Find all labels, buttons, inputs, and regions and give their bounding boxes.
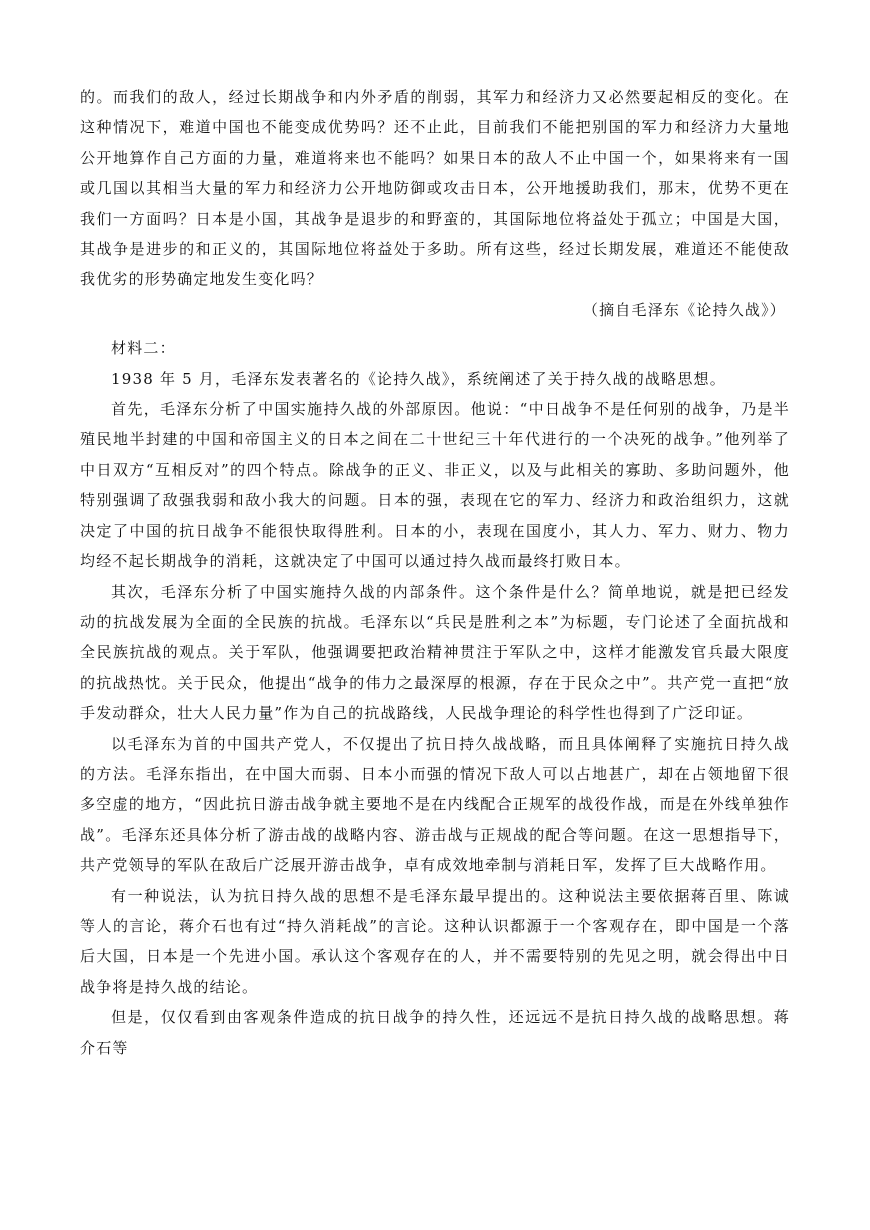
paragraph-4: 其次，毛泽东分析了中国实施持久战的内部条件。这个条件是什么？简单地说，就是把已经发动的抗战发展为全面的全民族的抗战。毛泽东以“兵民是胜利之本”为标题，专门论述了全面抗战和全民族抗战的观点。关于军队，他强调要把政治精神贯注于军队之中，这样才能激发官兵最大限度的抗战热忱。关于民众，他提出“战争的伟力之最深厚的根源，存在于民众之中”。共产党一直把“放手发动群众，壮大人民力量”作为自己的抗战路线，人民战争理论的科学性也得到了广泛印证。	[80, 582, 790, 723]
paragraph-1: 的。而我们的敌人，经过长期战争和内外矛盾的削弱，其军力和经济力又必然要起相反的变化。在这种情况下，难道中国也不能变成优势吗？还不止此，目前我们不能把别国的军力和经济力大量地公开地算作自己方面的力量，难道将来也不能吗？如果日本的敌人不止中国一个，如果将来有一国或几国以其相当大量的军力和经济力公开地防御或攻击日本，公开地援助我们，那末，优势不更在我们一方面吗？日本是小国，其战争是退步的和野蛮的，其国际地位将益处于孤立；中国是大国，其战争是进步的和正义的，其国际地位将益处于多助。所有这些，经过长期发展，难道还不能使敌我优劣的形势确定地发生变化吗？	[80, 88, 790, 289]
material-two-heading: 材料二：	[111, 339, 176, 358]
source-citation: （摘自毛泽东《论持久战》）	[582, 300, 786, 319]
paragraph-2: 1938 年 5 月，毛泽东发表著名的《论持久战》，系统阐述了关于持久战的战略思想。	[111, 369, 726, 388]
paragraph-7: 但是，仅仅看到由客观条件造成的抗日战争的持久性，还远远不是抗日持久战的战略思想。蒋介石等	[80, 1008, 790, 1057]
document-body	[80, 82, 790, 1063]
paragraph-5: 以毛泽东为首的中国共产党人，不仅提出了抗日持久战战略，而且具体阐释了实施抗日持久战的方法。毛泽东指出，在中国大而弱、日本小而强的情况下敌人可以占地甚广，却在占领地留下很多空虚的地方，“因此抗日游击战争就主要地不是在内线配合正规军的战役作战，而是在外线单独作战”。毛泽东还具体分析了游击战的战略内容、游击战与正规战的配合等问题。在这一思想指导下，共产党领导的军队在敌后广泛展开游击战争，卓有成效地牵制与消耗日军，发挥了巨大战略作用。	[80, 734, 790, 875]
paragraph-3: 首先，毛泽东分析了中国实施持久战的外部原因。他说：“中日战争不是任何别的战争，乃是半殖民地半封建的中国和帝国主义的日本之间在二十世纪三十年代进行的一个决死的战争。”他列举了中日双方“互相反对”的四个特点。除战争的正义、非正义，以及与此相关的寡助、多助问题外，他特别强调了敌强我弱和敌小我大的问题。日本的强，表现在它的军力、经济力和政治组织力，这就决定了中国的抗日战争不能很快取得胜利。日本的小，表现在国度小，其人力、军力、财力、物力均经不起长期战争的消耗，这就决定了中国可以通过持久战而最终打败日本。	[80, 400, 790, 571]
paragraph-6: 有一种说法，认为抗日持久战的思想不是毛泽东最早提出的。这种说法主要依据蒋百里、陈诚等人的言论，蒋介石也有过“持久消耗战”的言论。这种认识都源于一个客观存在，即中国是一个落后大国，日本是一个先进小国。承认这个客观存在的人，并不需要特别的先见之明，就会得出中日战争将是持久战的结论。	[80, 886, 790, 996]
